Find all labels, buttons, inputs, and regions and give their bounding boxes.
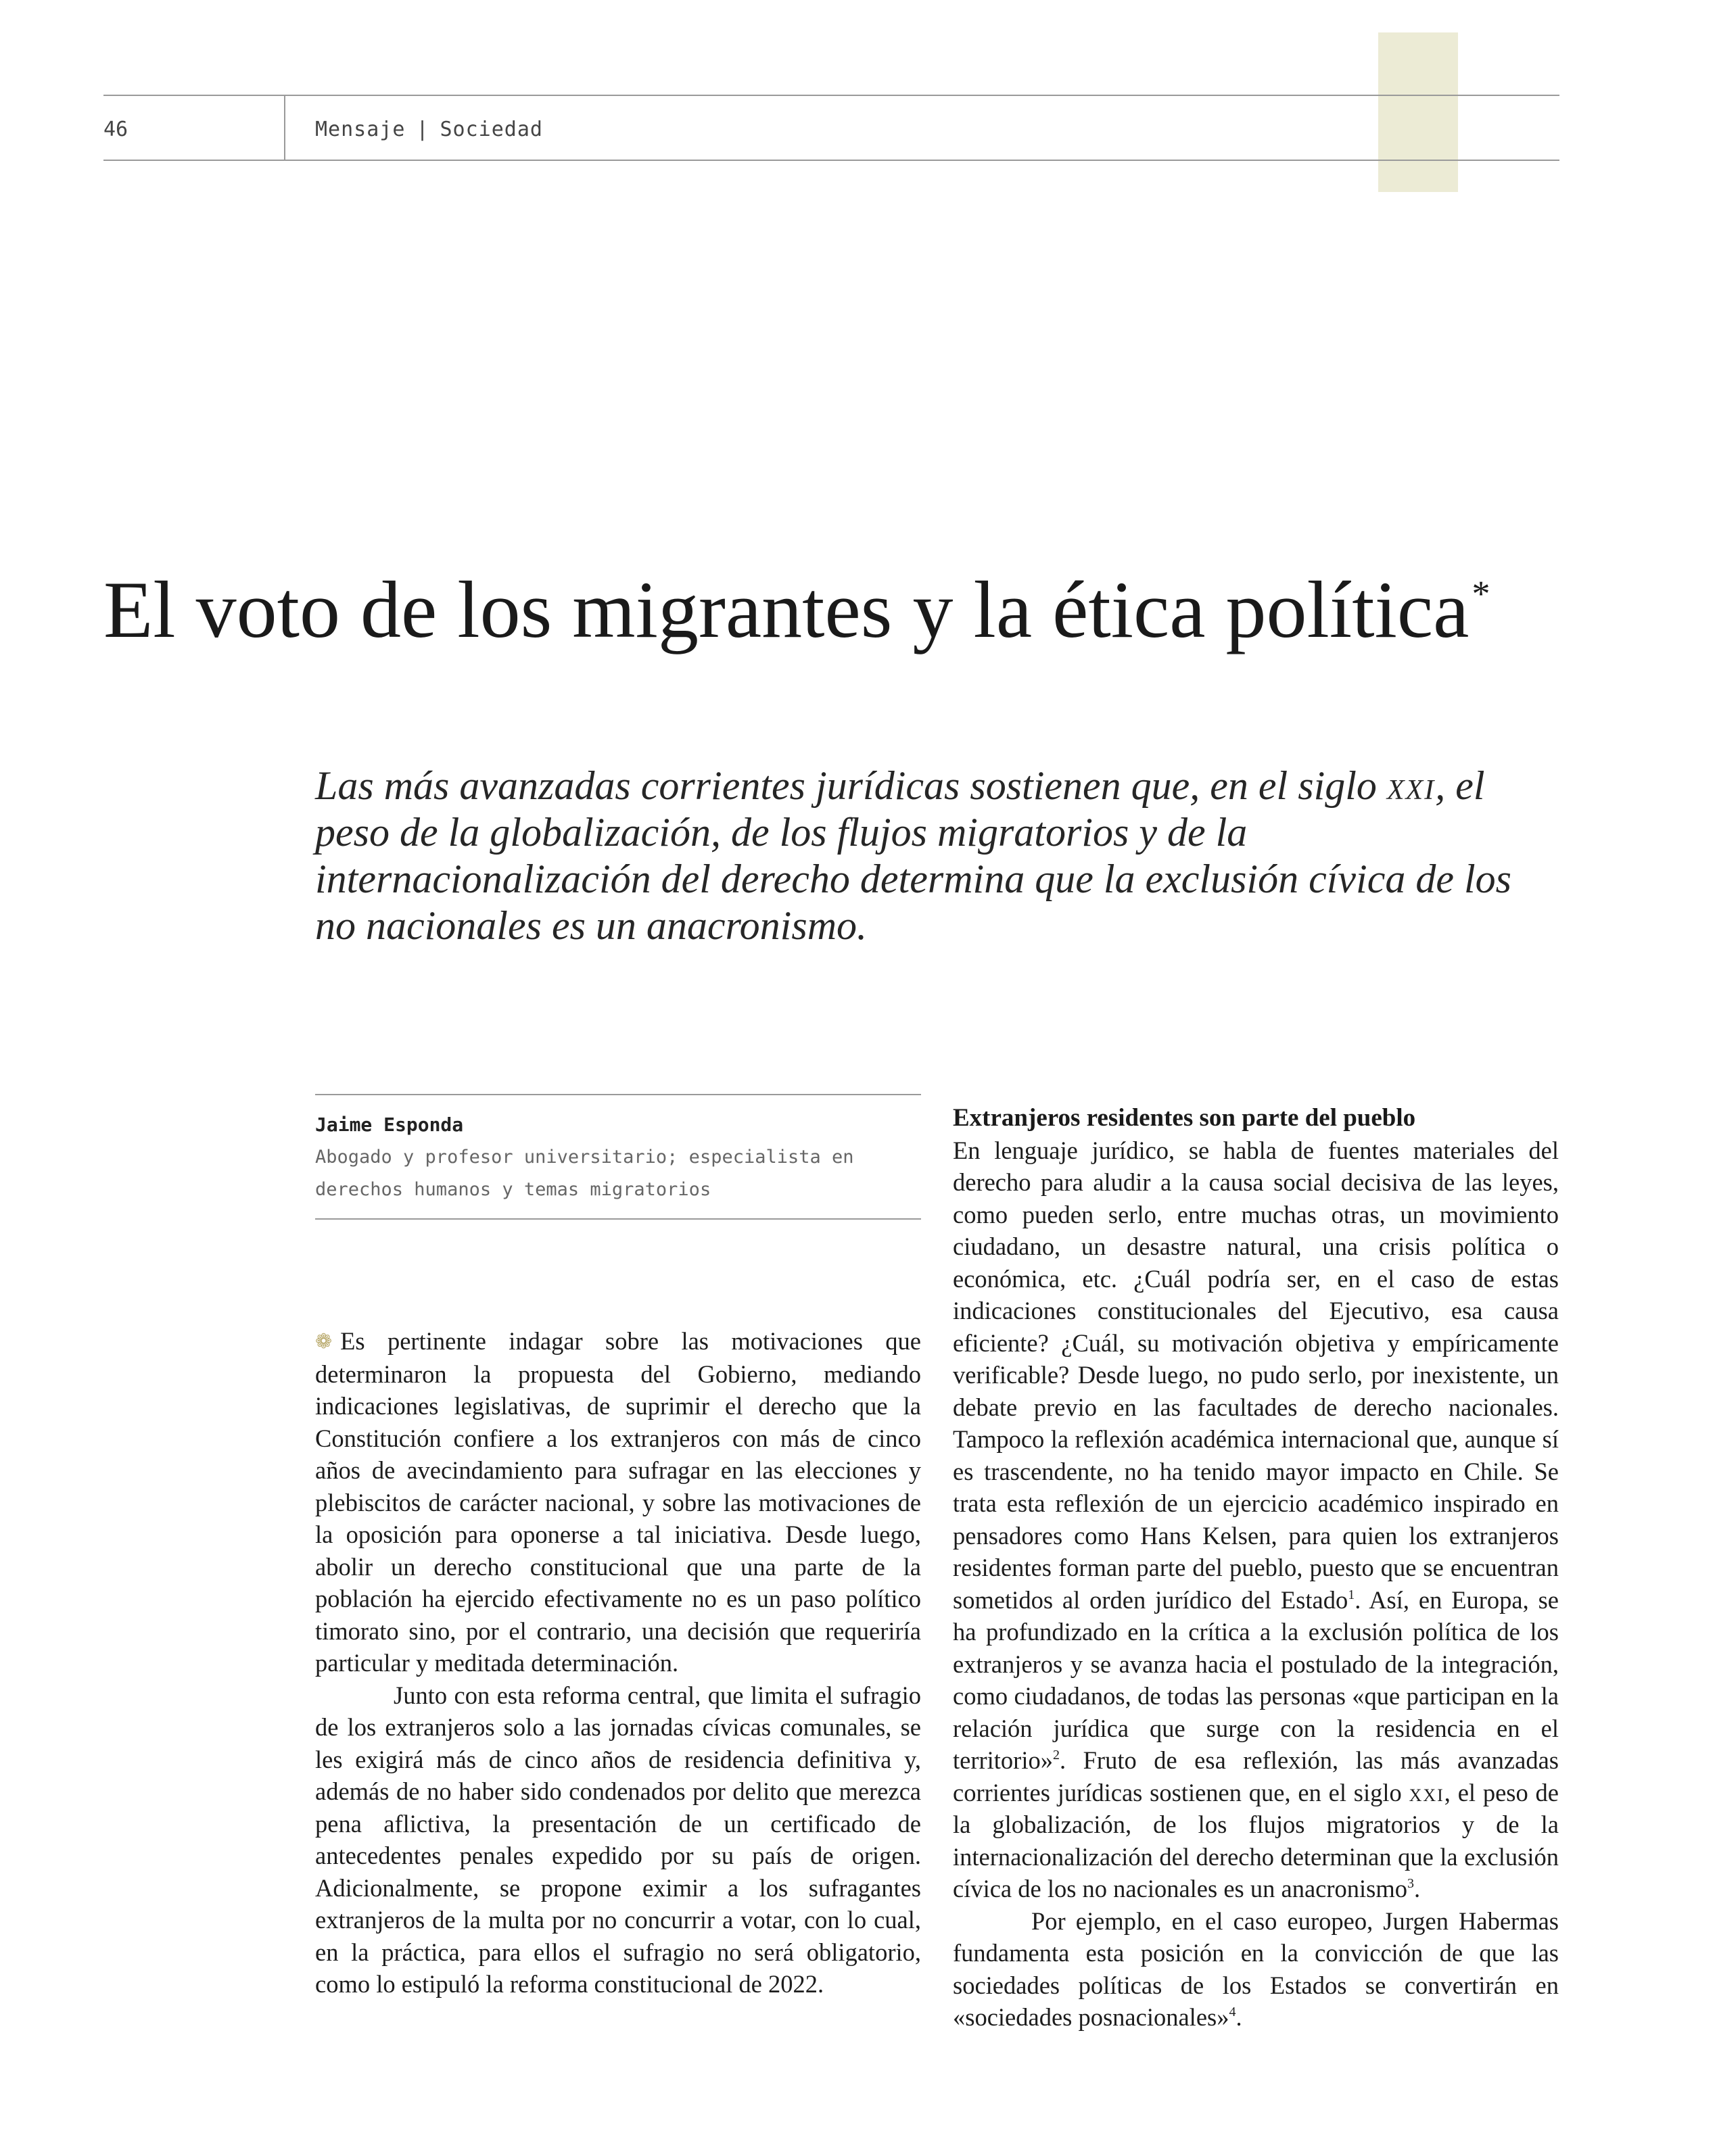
paragraph-text: , el peso de la globalización, de los flujos migratorios y de la internacionalización del derecho determinan que la exclusión cívica de los no nacionales es un anacronismo	[953, 1778, 1559, 1902]
footnote-ref: 3	[1407, 1876, 1414, 1891]
footnote-ref: 1	[1348, 1587, 1355, 1602]
section-name: Sociedad	[440, 118, 543, 141]
paragraph-text: .	[1236, 2003, 1242, 2031]
paragraph-text: Es pertinente indagar sobre las motivaciones que determinaron la propuesta del Gobierno, mediando indicaciones legislativas, de suprimir el derecho que la Constitución confiere a los extranjeros con más de cinco años de avecindamiento para sufragar en las elecciones y plebiscitos de carácter nacional, y sobre las motivaciones de la oposición para oponerse a tal iniciativa. Desde luego, abolir un derecho constitucional que una parte de la población ha ejercido efectivamente no es un paso político timorato sino, por el contrario, una decisión que requeriría particular y meditada determinación.	[315, 1327, 921, 1677]
article-lede	[315, 763, 1559, 949]
author-bio: Abogado y profesor universitario; especialista en derechos humanos y temas migratorios	[315, 1147, 854, 1200]
paragraph-text: Por ejemplo, en el caso europeo, Jurgen Habermas fundamenta esta posición en la convicción de que las sociedades políticas de los Estados se convertirán en «sociedades posnacionales»	[953, 1907, 1559, 2031]
body-column-left	[315, 1325, 921, 2001]
article-title	[103, 565, 1490, 654]
corner-tab-decoration	[1378, 32, 1458, 192]
body-paragraph	[953, 1905, 1559, 2034]
author-name: Jaime Esponda	[315, 1113, 464, 1136]
section-separator: |	[416, 118, 429, 141]
section-label	[315, 118, 543, 141]
header-divider	[284, 95, 285, 160]
paragraph-text: .	[1414, 1875, 1421, 1902]
page-number: 46	[103, 118, 128, 141]
body-paragraph	[315, 1325, 921, 1679]
flower-ornament-icon: ❁	[315, 1330, 333, 1354]
footnote-ref: 2	[1052, 1748, 1060, 1763]
header-top-rule	[103, 95, 1559, 96]
paragraph-text: . Fruto de esa reflexión, las más avanzadas corrientes jurídicas sostienen que, en el siglo	[953, 1746, 1559, 1806]
lede-text-post: , el peso de la globalización, de los flujos migratorios y de la internacionalización del derecho determina que la exclusión cívica de los no nacionales es un anacronismo.	[315, 763, 1511, 948]
body-paragraph: Junto con esta reforma central, que limita el sufragio de los extranjeros solo a las jornadas cívicas comunales, se les exigirá más de cinco años de residencia definitiva y, además de no haber sido condenados por delito que merezca pena aflictiva, la presentación de un certificado de antecedentes penales expedido por su país de origen. Adicionalmente, se propone eximir a los sufragantes extranjeros de la multa por no concurrir a votar, con lo cual, en la práctica, para ellos el sufragio no será obligatorio, como lo estipuló la reforma constitucional de 2022.	[315, 1681, 921, 1998]
paragraph-text: . Así, en Europa, se ha profundizado en la crítica a la exclusión política de los extranjeros y se avanza hacia el postulado de la integración, como ciudadanos, de todas las personas «que participan en la relación jurídica que surge con la residencia en el territorio»	[953, 1585, 1559, 1774]
header-bottom-rule	[103, 160, 1559, 161]
article-title-text: El voto de los migrantes y la ética política	[103, 565, 1469, 654]
publication-name: Mensaje	[315, 118, 406, 141]
title-footnote-mark: *	[1472, 573, 1490, 614]
century-numeral: xxi	[1409, 1778, 1444, 1806]
body-paragraph	[953, 1134, 1559, 1905]
body-column-right	[953, 1102, 1559, 2034]
lede-text-pre: Las más avanzadas corrientes jurídicas sostienen que, en el siglo	[315, 763, 1387, 808]
author-box	[315, 1094, 921, 1220]
footnote-ref: 4	[1229, 2005, 1236, 2019]
lede-century: xxi	[1386, 763, 1436, 808]
section-heading: Extranjeros residentes son parte del pueblo	[953, 1104, 1416, 1132]
paragraph-text: En lenguaje jurídico, se habla de fuentes materiales del derecho para aludir a la causa social decisiva de las leyes, como pueden serlo, entre muchas otras, un movimiento ciudadano, un desastre natural, una crisis política o económica, etc. ¿Cuál podría ser, en el caso de estas indicaciones constitucionales del Ejecutivo, esa causa eficiente? ¿Cuál, su motivación objetiva y empíricamente verificable? Desde luego, no pudo serlo, por inexistente, un debate previo en las facultades de derecho nacionales. Tampoco la reflexión académica internacional que, aunque sí es trascendente, no ha tenido mayor impacto en Chile. Se trata esta reflexión de un ejercicio académico inspirado en pensadores como Hans Kelsen, para quien los extranjeros residentes forman parte del pueblo, puesto que se encuentran sometidos al orden jurídico del Estado	[953, 1136, 1559, 1614]
